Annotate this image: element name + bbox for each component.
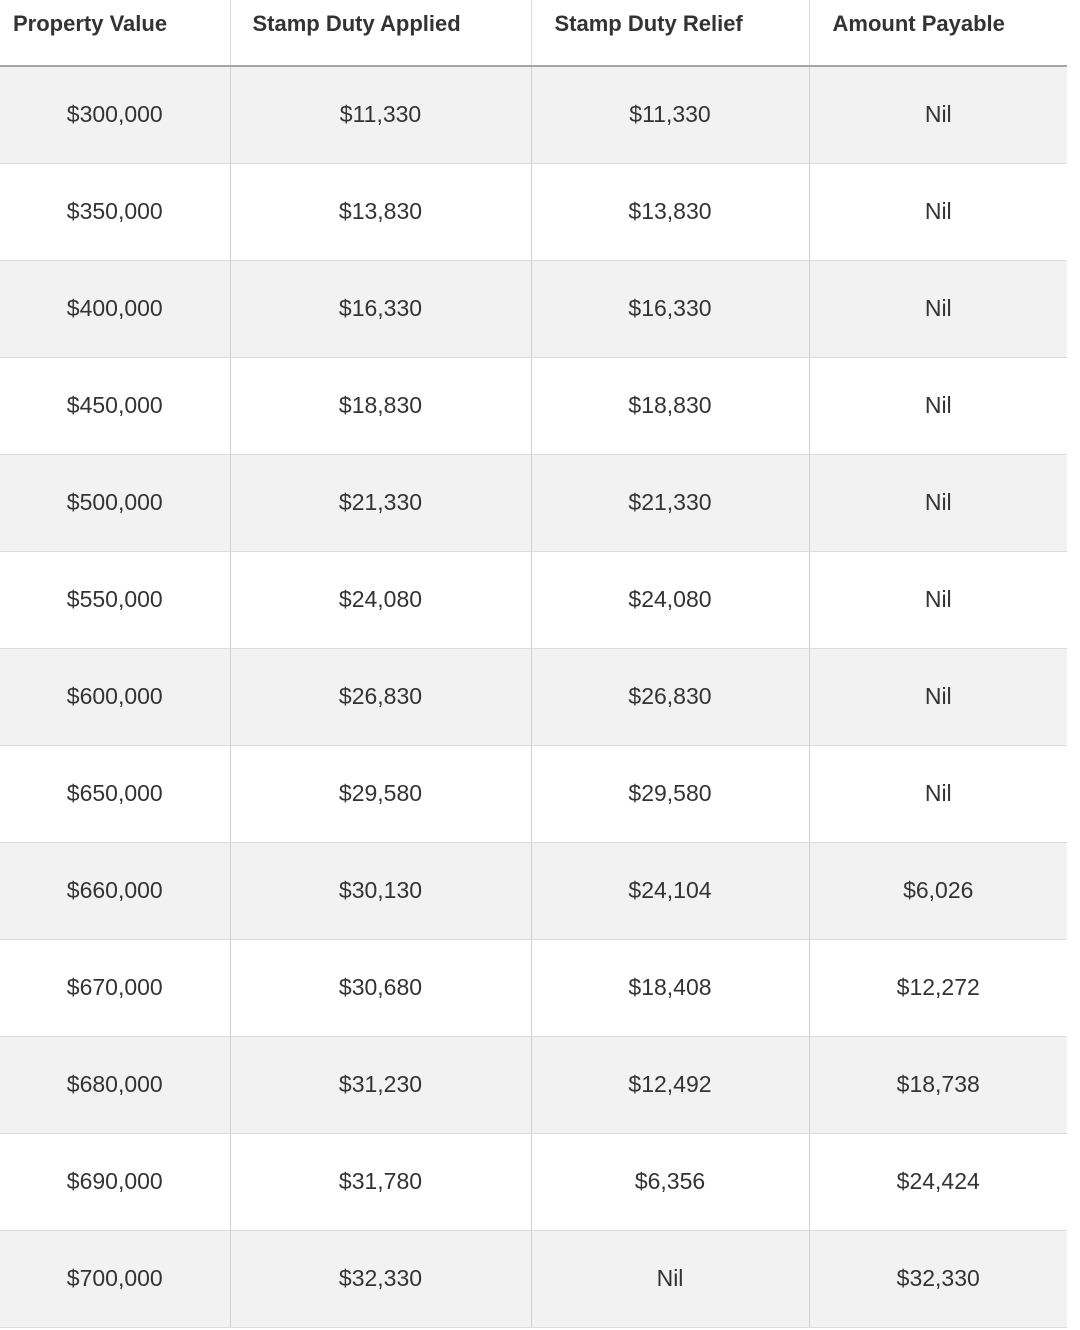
cell-property-value: $400,000 — [0, 260, 230, 357]
cell-stamp-duty-relief: $26,830 — [531, 648, 809, 745]
table-row — [0, 163, 1067, 260]
cell-stamp-duty-relief: $12,492 — [531, 1036, 809, 1133]
cell-amount-payable: Nil — [809, 648, 1067, 745]
cell-stamp-duty-applied: $32,330 — [230, 1230, 531, 1327]
cell-property-value: $670,000 — [0, 939, 230, 1036]
cell-property-value: $690,000 — [0, 1133, 230, 1230]
cell-stamp-duty-relief: $16,330 — [531, 260, 809, 357]
cell-amount-payable: Nil — [809, 745, 1067, 842]
cell-property-value: $600,000 — [0, 648, 230, 745]
cell-stamp-duty-applied: $24,080 — [230, 551, 531, 648]
table-header — [0, 0, 1067, 66]
cell-stamp-duty-relief: $6,356 — [531, 1133, 809, 1230]
cell-stamp-duty-relief: $24,104 — [531, 842, 809, 939]
table-row — [0, 745, 1067, 842]
table-row — [0, 551, 1067, 648]
header-row — [0, 0, 1067, 66]
cell-stamp-duty-relief: $18,408 — [531, 939, 809, 1036]
cell-property-value: $680,000 — [0, 1036, 230, 1133]
cell-stamp-duty-relief: $21,330 — [531, 454, 809, 551]
cell-amount-payable: Nil — [809, 260, 1067, 357]
cell-amount-payable: Nil — [809, 454, 1067, 551]
cell-stamp-duty-relief: Nil — [531, 1230, 809, 1327]
cell-property-value: $350,000 — [0, 163, 230, 260]
cell-stamp-duty-applied: $30,130 — [230, 842, 531, 939]
cell-amount-payable: $24,424 — [809, 1133, 1067, 1230]
cell-amount-payable: $6,026 — [809, 842, 1067, 939]
table-row — [0, 648, 1067, 745]
header-stamp-duty-relief: Stamp Duty Relief — [531, 0, 809, 66]
cell-amount-payable: $32,330 — [809, 1230, 1067, 1327]
cell-stamp-duty-relief: $24,080 — [531, 551, 809, 648]
cell-stamp-duty-applied: $31,230 — [230, 1036, 531, 1133]
cell-amount-payable: Nil — [809, 357, 1067, 454]
cell-amount-payable: Nil — [809, 551, 1067, 648]
table-body — [0, 66, 1067, 1327]
cell-stamp-duty-applied: $26,830 — [230, 648, 531, 745]
header-stamp-duty-applied: Stamp Duty Applied — [230, 0, 531, 66]
cell-amount-payable: $18,738 — [809, 1036, 1067, 1133]
cell-stamp-duty-applied: $18,830 — [230, 357, 531, 454]
cell-stamp-duty-applied: $11,330 — [230, 66, 531, 163]
cell-property-value: $450,000 — [0, 357, 230, 454]
table-row — [0, 260, 1067, 357]
cell-property-value: $660,000 — [0, 842, 230, 939]
cell-property-value: $300,000 — [0, 66, 230, 163]
cell-property-value: $700,000 — [0, 1230, 230, 1327]
cell-stamp-duty-applied: $31,780 — [230, 1133, 531, 1230]
table-row — [0, 1133, 1067, 1230]
table-row — [0, 454, 1067, 551]
table-row — [0, 1036, 1067, 1133]
cell-stamp-duty-relief: $29,580 — [531, 745, 809, 842]
table-row — [0, 1230, 1067, 1327]
header-amount-payable: Amount Payable — [809, 0, 1067, 66]
cell-amount-payable: Nil — [809, 163, 1067, 260]
cell-stamp-duty-relief: $13,830 — [531, 163, 809, 260]
cell-stamp-duty-relief: $11,330 — [531, 66, 809, 163]
cell-property-value: $650,000 — [0, 745, 230, 842]
cell-stamp-duty-relief: $18,830 — [531, 357, 809, 454]
cell-amount-payable: Nil — [809, 66, 1067, 163]
cell-property-value: $550,000 — [0, 551, 230, 648]
table-row — [0, 842, 1067, 939]
cell-stamp-duty-applied: $13,830 — [230, 163, 531, 260]
cell-stamp-duty-applied: $29,580 — [230, 745, 531, 842]
cell-stamp-duty-applied: $16,330 — [230, 260, 531, 357]
cell-stamp-duty-applied: $21,330 — [230, 454, 531, 551]
table-row — [0, 66, 1067, 163]
table-row — [0, 357, 1067, 454]
cell-stamp-duty-applied: $30,680 — [230, 939, 531, 1036]
cell-amount-payable: $12,272 — [809, 939, 1067, 1036]
header-property-value: Property Value — [0, 0, 230, 66]
table-row — [0, 939, 1067, 1036]
cell-property-value: $500,000 — [0, 454, 230, 551]
